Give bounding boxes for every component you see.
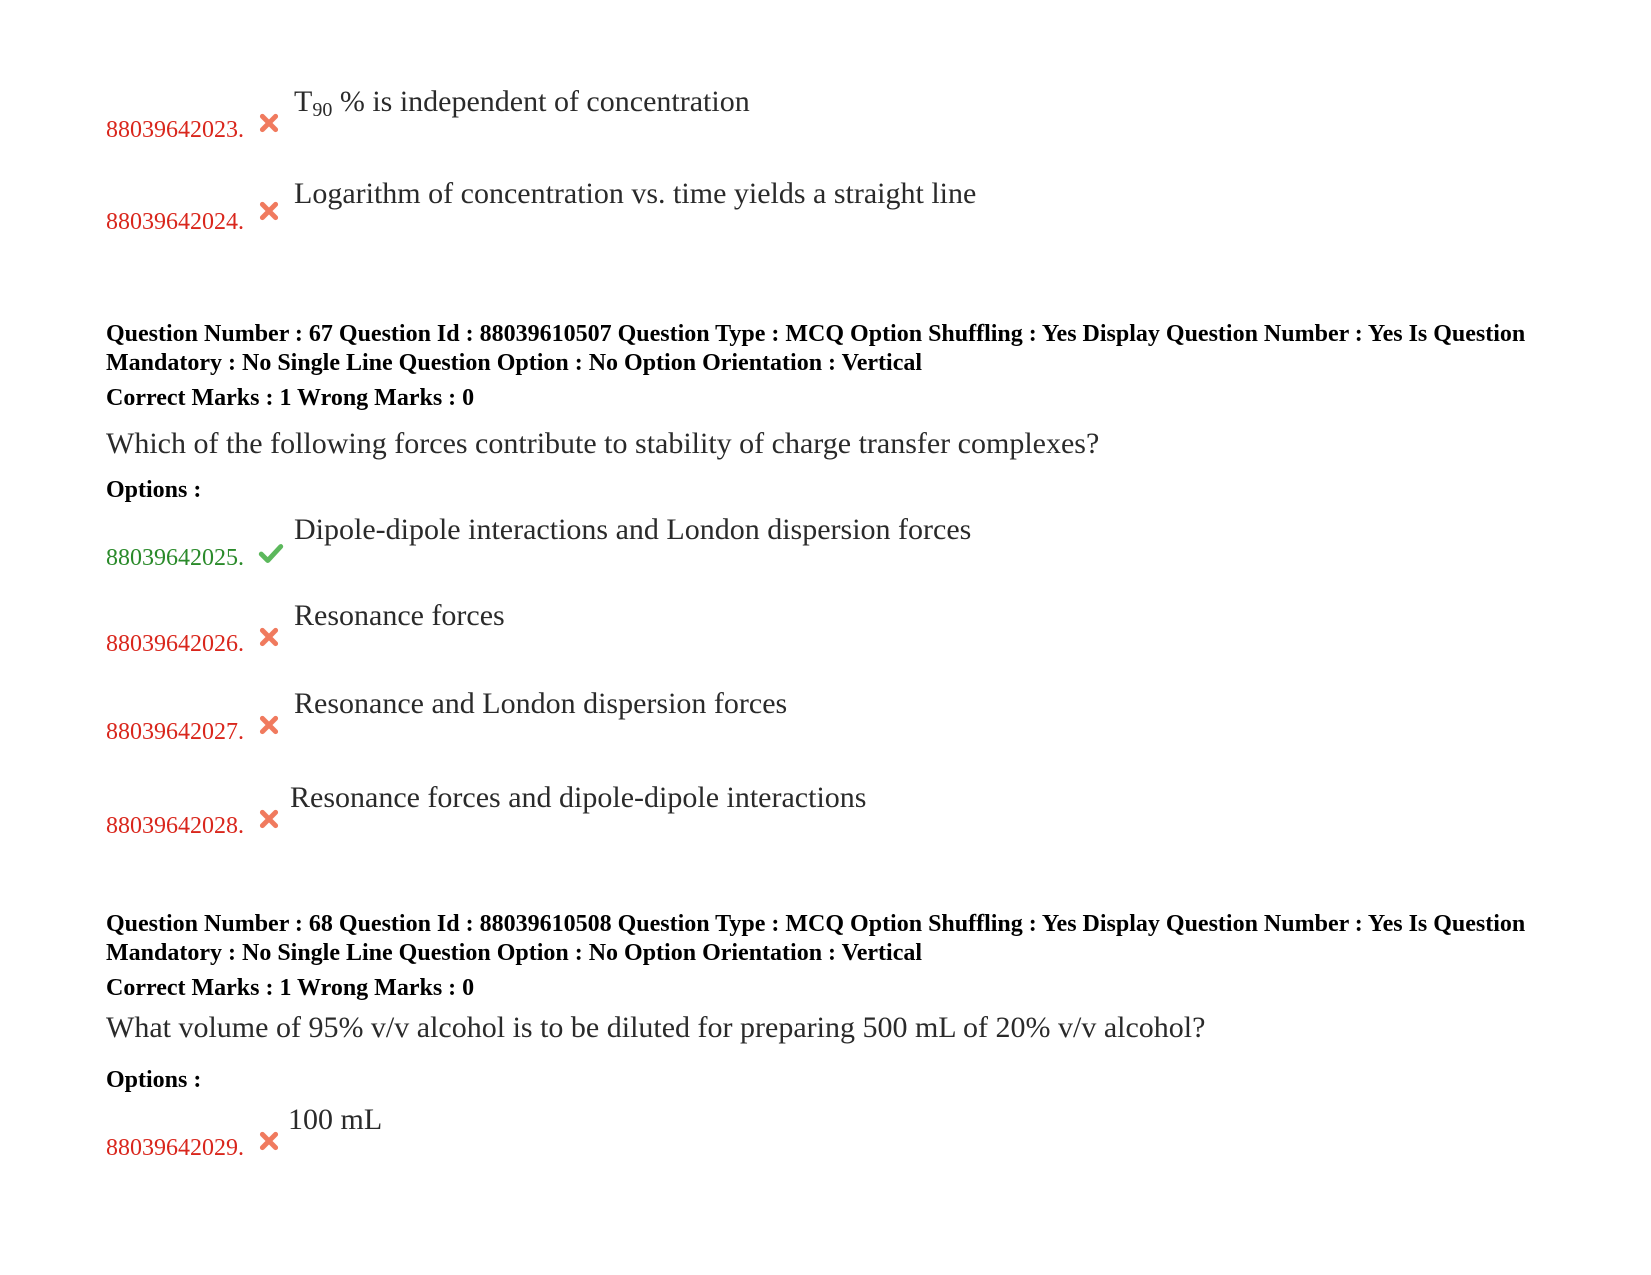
options-label: Options : [106,1067,202,1093]
check-icon [258,542,284,564]
option-row [106,1102,1406,1162]
cross-icon [258,1130,280,1152]
option-row [106,780,1406,840]
question-meta: Question Number : 67 Question Id : 88039610507 Question Type : MCQ Option Shuffling : Yes Display Question Number : Yes Is Question Mandatory : No Single Line Question Option : No Option Orientation : Vertical [106,321,1526,376]
cross-icon [258,626,280,648]
option-row [106,84,1406,144]
option-row [106,512,1406,572]
option-id: 88039642026. [106,631,244,657]
question-text: Which of the following forces contribute to stability of charge transfer complexes? [106,427,1100,460]
cross-icon [258,200,280,222]
option-row [106,686,1406,746]
option-text: Dipole-dipole interactions and London dispersion forces [294,513,972,546]
cross-icon [258,714,280,736]
option-row [106,176,1406,236]
option-text: Logarithm of concentration vs. time yields a straight line [294,177,977,210]
cross-icon [258,808,280,830]
option-text-rest: % is independent of concentration [332,85,750,118]
question-marks: Correct Marks : 1 Wrong Marks : 0 [106,385,475,411]
option-text [294,84,750,128]
question-meta: Question Number : 68 Question Id : 88039610508 Question Type : MCQ Option Shuffling : Yes Display Question Number : Yes Is Question Mandatory : No Single Line Question Option : No Option Orientation : Vertical [106,911,1526,966]
option-text-subscript: 90 [312,99,333,121]
option-id: 88039642024. [106,209,244,235]
option-id: 88039642028. [106,813,244,839]
cross-icon [258,112,280,134]
option-text: Resonance and London dispersion forces [294,687,788,720]
option-text-prefix: T [294,85,313,118]
option-id: 88039642029. [106,1135,244,1161]
option-text: Resonance forces and dipole-dipole interactions [290,781,867,814]
option-row [106,598,1406,658]
option-text: Resonance forces [294,599,505,632]
options-label: Options : [106,477,202,503]
option-id: 88039642023. [106,117,244,143]
option-id: 88039642027. [106,719,244,745]
option-text: 100 mL [288,1103,383,1136]
question-marks: Correct Marks : 1 Wrong Marks : 0 [106,975,475,1001]
question-text: What volume of 95% v/v alcohol is to be diluted for preparing 500 mL of 20% v/v alcohol? [106,1011,1206,1044]
option-id: 88039642025. [106,545,244,571]
